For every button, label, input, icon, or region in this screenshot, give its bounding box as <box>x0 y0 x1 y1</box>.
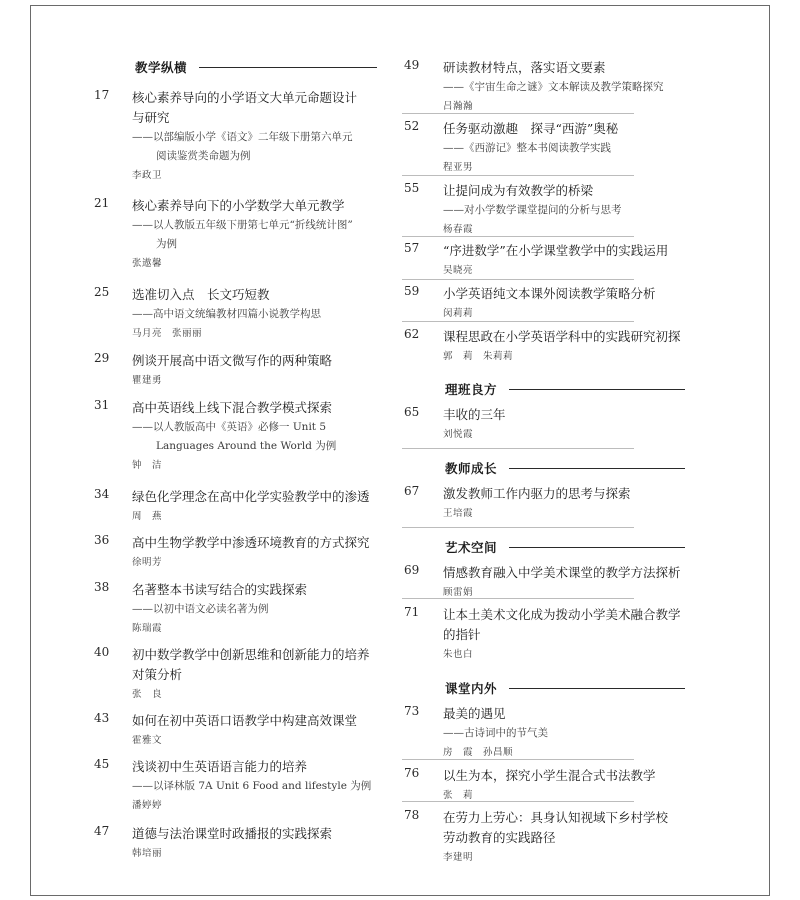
entry-body <box>443 484 693 522</box>
section-header <box>445 459 685 477</box>
entry-subtitle-line: ——高中语文统编教材四篇小说教学构思 <box>132 308 321 320</box>
entry-body <box>443 704 693 761</box>
entry-body <box>443 181 693 238</box>
entry-divider <box>402 448 634 449</box>
entry-title-line: “序进数学”在小学课堂教学中的实践运用 <box>443 243 669 258</box>
entry-title-line: 核心素养导向下的小学数学大单元教学 <box>132 198 345 213</box>
entry-subtitle-line: 阅读鉴赏类命题为例 <box>156 150 251 162</box>
section-title: 课堂内外 <box>445 681 498 696</box>
entry-body <box>443 766 693 804</box>
entry-title-line: 让本土美术文化成为拨动小学美术融合教学 <box>443 607 681 622</box>
page-number: 62 <box>404 327 420 341</box>
section-header-teaching <box>135 58 377 76</box>
page-number: 57 <box>404 241 420 255</box>
page-number: 43 <box>94 711 110 725</box>
entry-title-line: 绿色化学理念在高中化学实验教学中的渗透 <box>132 489 370 504</box>
entry-subtitle-line: ——以人教版五年级下册第七单元“折线统计图” <box>132 219 353 231</box>
entry-author: 瞿建勇 <box>132 375 163 386</box>
entry-author: 闵莉莉 <box>443 308 474 319</box>
entry-subtitle-line: ——以译林版 7A Unit 6 Food and lifestyle 为例 <box>132 780 372 792</box>
entry-title-line: 在劳力上劳心：具身认知视域下乡村学校 <box>443 810 669 825</box>
entry-author: 李政卫 <box>132 170 163 181</box>
entry-author: 钟 洁 <box>132 460 163 471</box>
section-rule <box>509 547 685 548</box>
entry-body <box>132 196 392 272</box>
section-header <box>445 380 685 398</box>
entry-author: 杨春霞 <box>443 224 474 235</box>
section-title: 教学纵横 <box>135 60 188 75</box>
entry-author: 陈瑞霞 <box>132 623 163 634</box>
page-number: 55 <box>404 181 420 195</box>
page-number: 45 <box>94 757 110 771</box>
entry-title-line: 以生为本，探究小学生混合式书法教学 <box>443 768 656 783</box>
entry-subtitle-line: ——《西游记》整本书阅读教学实践 <box>443 142 611 154</box>
entry-title-line: 选准切入点 长文巧短教 <box>132 287 270 302</box>
entry-author: 张遨馨 <box>132 258 163 269</box>
page-number: 52 <box>404 119 420 133</box>
entry-subtitle-line: ——对小学数学课堂提问的分析与思考 <box>443 204 622 216</box>
entry-title-line: 高中英语线上线下混合教学模式探索 <box>132 400 333 415</box>
page-number: 67 <box>404 484 420 498</box>
entry-author: 徐明芳 <box>132 557 163 568</box>
entry-author: 张 良 <box>132 689 163 700</box>
entry-body <box>443 808 693 866</box>
entry-body <box>132 824 392 862</box>
entry-body <box>443 563 693 601</box>
entry-author: 程亚男 <box>443 162 474 173</box>
page-number: 65 <box>404 405 420 419</box>
entry-body <box>132 487 392 525</box>
entry-title-line: 高中生物学教学中渗透环境教育的方式探究 <box>132 535 370 550</box>
entry-title-line: 最美的遇见 <box>443 706 506 721</box>
entry-title-line: 研读教材特点，落实语文要素 <box>443 60 606 75</box>
entry-author: 霍雅文 <box>132 735 163 746</box>
entry-title-line: 劳动教育的实践路径 <box>443 830 556 845</box>
entry-body <box>132 580 392 637</box>
entry-body <box>443 241 693 279</box>
page-number: 49 <box>404 58 420 72</box>
entry-body <box>132 351 392 389</box>
entry-author: 张 莉 <box>443 790 474 801</box>
entry-body <box>443 405 693 443</box>
entry-body <box>132 398 392 474</box>
page-number: 34 <box>94 487 110 501</box>
entry-title-line: 情感教育融入中学美术课堂的教学方法探析 <box>443 565 681 580</box>
page-number: 25 <box>94 285 110 299</box>
section-rule <box>199 67 377 68</box>
section-title: 理班良方 <box>445 382 498 397</box>
section-header <box>445 538 685 556</box>
page-number: 38 <box>94 580 110 594</box>
section-rule <box>509 688 685 689</box>
entry-author: 吴晓亮 <box>443 265 474 276</box>
entry-author: 房 霞 孙昌顺 <box>443 747 514 758</box>
entry-title-line: 丰收的三年 <box>443 407 506 422</box>
entry-subtitle-line: ——《宇宙生命之谜》文本解读及教学策略探究 <box>443 81 664 93</box>
entry-title-line: 如何在初中英语口语教学中构建高效课堂 <box>132 713 358 728</box>
entry-author: 李建明 <box>443 852 474 863</box>
entry-body <box>132 533 392 571</box>
entry-subtitle-line: ——以部编版小学《语文》二年级下册第六单元 <box>132 131 353 143</box>
entry-divider <box>402 279 634 280</box>
entry-title-line: 道德与法治课堂时政播报的实践探索 <box>132 826 333 841</box>
entry-title-line: 的指针 <box>443 627 481 642</box>
page-number: 36 <box>94 533 110 547</box>
entry-author: 周 燕 <box>132 511 163 522</box>
entry-author: 马月亮 张丽丽 <box>132 328 203 339</box>
entry-divider <box>402 527 634 528</box>
entry-author: 潘婷婷 <box>132 800 163 811</box>
page-number: 40 <box>94 645 110 659</box>
page-number: 47 <box>94 824 110 838</box>
entry-subtitle-line: Languages Around the World 为例 <box>156 440 337 452</box>
entry-body <box>443 119 693 176</box>
entry-author: 王培霞 <box>443 508 474 519</box>
page-number: 59 <box>404 284 420 298</box>
entry-body <box>443 284 693 322</box>
entry-title-line: 小学英语纯文本课外阅读教学策略分析 <box>443 286 656 301</box>
entry-subtitle-line: ——古诗词中的节气美 <box>443 727 548 739</box>
entry-body <box>132 757 392 814</box>
entry-author: 刘悦霞 <box>443 429 474 440</box>
entry-title-line: 激发教师工作内驱力的思考与探索 <box>443 486 631 501</box>
entry-body <box>443 327 693 365</box>
page-number: 76 <box>404 766 420 780</box>
page-number: 71 <box>404 605 420 619</box>
section-rule <box>509 468 685 469</box>
entry-author: 朱也白 <box>443 649 474 660</box>
page-number: 69 <box>404 563 420 577</box>
entry-subtitle-line: 为例 <box>156 238 177 250</box>
entry-title-line: 浅谈初中生英语语言能力的培养 <box>132 759 308 774</box>
entry-body <box>132 285 392 342</box>
entry-body <box>443 58 693 115</box>
entry-title-line: 课程思政在小学英语学科中的实践研究初探 <box>443 329 681 344</box>
entry-author: 韩培丽 <box>132 848 163 859</box>
page-number: 31 <box>94 398 110 412</box>
entry-title-line: 例谈开展高中语文微写作的两种策略 <box>132 353 333 368</box>
page-number: 73 <box>404 704 420 718</box>
entry-title-line: 与研究 <box>132 110 170 125</box>
section-rule <box>509 389 685 390</box>
entry-author: 郭 莉 朱莉莉 <box>443 351 514 362</box>
entry-title-line: 让提问成为有效教学的桥梁 <box>443 183 594 198</box>
entry-title-line: 名著整本书读写结合的实践探索 <box>132 582 308 597</box>
entry-title-line: 任务驱动激趣 探寻“西游”奥秘 <box>443 121 619 136</box>
entry-body <box>132 88 392 184</box>
entry-body <box>132 645 392 703</box>
page-number: 29 <box>94 351 110 365</box>
section-title: 艺术空间 <box>445 540 498 555</box>
section-title: 教师成长 <box>445 461 498 476</box>
page-number: 21 <box>94 196 110 210</box>
page-number: 78 <box>404 808 420 822</box>
entry-subtitle-line: ——以初中语文必读名著为例 <box>132 603 269 615</box>
page-number: 17 <box>94 88 110 102</box>
entry-title-line: 对策分析 <box>132 667 183 682</box>
entry-author: 顾雷娟 <box>443 587 474 598</box>
entry-body <box>443 605 693 663</box>
section-header <box>445 679 685 697</box>
entry-title-line: 核心素养导向的小学语文大单元命题设计 <box>132 90 358 105</box>
entry-subtitle-line: ——以人教版高中《英语》必修一 Unit 5 <box>132 421 327 433</box>
entry-author: 吕瀚瀚 <box>443 101 474 112</box>
entry-body <box>132 711 392 749</box>
entry-title-line: 初中数学教学中创新思维和创新能力的培养 <box>132 647 370 662</box>
